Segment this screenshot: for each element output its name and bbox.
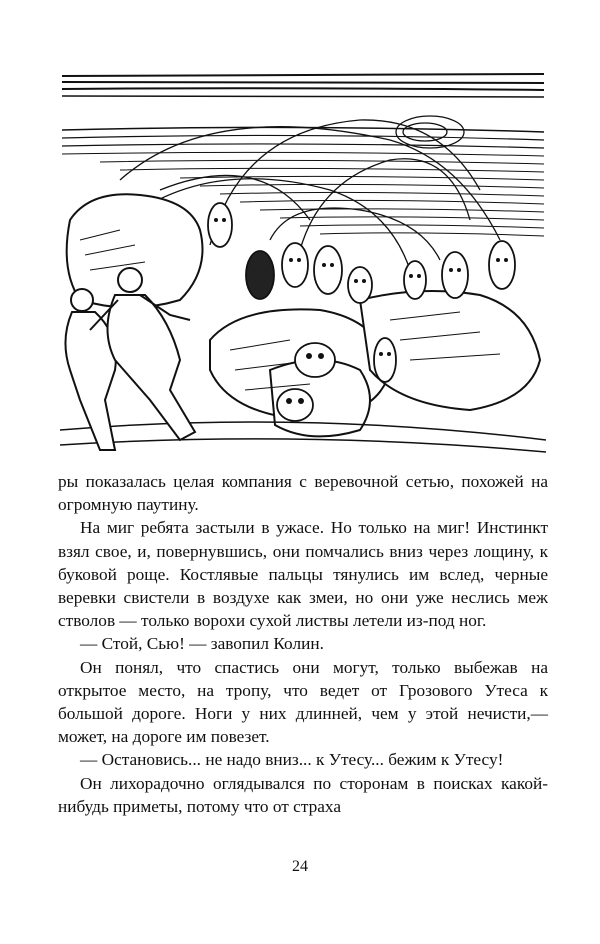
paragraph-2: На миг ребята застыли в ужасе. Но только на миг! Инстинкт взял свое, и, повернувшись, они помчались вниз через лощину, к буковой роще. Костлявые пальцы тянулись им вслед, черные веревки свистели в воздухе как змеи, но они уже неслись меж стволов — только ворохи сухой листвы летели из-под ног. xyxy=(58,518,548,631)
paragraph-6: Он лихорадочно оглядывался по сторонам в поисках какой-нибудь приметы, потому что от страха xyxy=(58,773,548,816)
paragraph-1: ры показалась целая компания с веревочной сетью, похожей на огромную паутину. xyxy=(58,472,548,515)
paragraph-5: — Остановись... не надо вниз... к Утесу... бежим к Утесу! xyxy=(80,750,504,770)
paragraph-4: Он понял, что спастись они могут, только выбежав на открытое место, на тропу, что ведет от Грозового Утеса к большой дороге. Ноги у них длинней, чем у этой нечисти,— может, на дороге им повезет. xyxy=(58,657,548,747)
body-text xyxy=(58,470,548,818)
paragraph-3: — Стой, Сью! — завопил Колин. xyxy=(80,634,324,654)
page-number: 24 xyxy=(292,858,308,875)
illustration xyxy=(60,70,546,460)
